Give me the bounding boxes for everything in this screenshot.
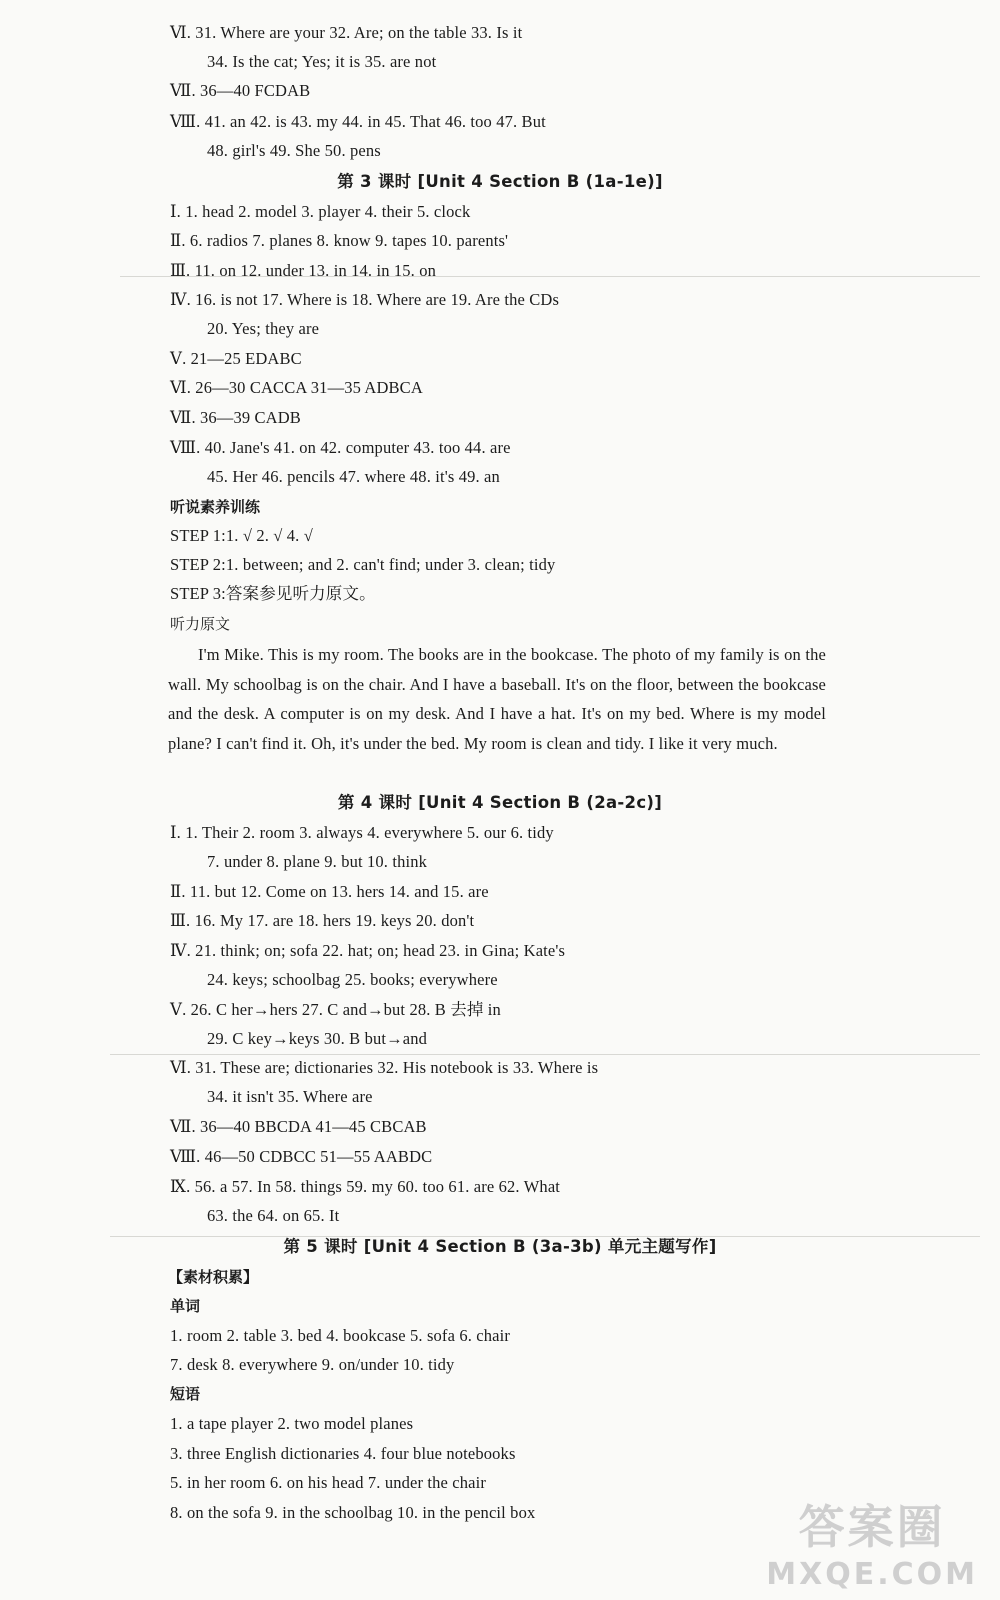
- answer-line: Ⅷ. 46—50 CDBCC 51—55 AABDC: [170, 1147, 433, 1166]
- phrase-line: 5. in her room 6. on his head 7. under the chair: [170, 1473, 487, 1492]
- answer-line: Ⅴ. 26. C her→hers 27. C and→but 28. B 去掉 in: [170, 1000, 501, 1019]
- answer-line: 34. it isn't 35. Where are: [207, 1087, 373, 1106]
- watermark-en: MXQE.COM: [766, 1557, 978, 1592]
- phrases-title: 短语: [170, 1385, 201, 1403]
- watermark-cn: 答案圈: [798, 1500, 946, 1554]
- step-line: STEP 2:1. between; and 2. can't find; under 3. clean; tidy: [170, 555, 556, 574]
- phrase-line: 1. a tape player 2. two model planes: [170, 1414, 414, 1433]
- phrase-line: 8. on the sofa 9. in the schoolbag 10. in the pencil box: [170, 1503, 536, 1522]
- answer-line: Ⅰ. 1. Their 2. room 3. always 4. everywhere 5. our 6. tidy: [170, 823, 554, 842]
- lesson3-heading: 第 3 课时 [Unit 4 Section B (1a-1e)]: [337, 172, 663, 191]
- answer-line: Ⅲ. 16. My 17. are 18. hers 19. keys 20. don't: [170, 911, 475, 930]
- answer-line: Ⅴ. 21—25 EDABC: [170, 349, 302, 368]
- answer-line: Ⅲ. 11. on 12. under 13. in 14. in 15. on: [170, 261, 437, 280]
- answer-line: 29. C key→keys 30. B but→and: [207, 1029, 428, 1048]
- lesson5-heading: 第 5 课时 [Unit 4 Section B (3a-3b) 单元主题写作]: [283, 1237, 717, 1256]
- answer-line: Ⅷ. 40. Jane's 41. on 42. computer 43. too 44. are: [170, 438, 511, 457]
- answer-line: Ⅰ. 1. head 2. model 3. player 4. their 5. clock: [170, 202, 471, 221]
- step-line: STEP 3:答案参见听力原文。: [170, 584, 376, 603]
- material-title: 【素材积累】: [168, 1268, 259, 1286]
- answer-line: Ⅵ. 31. Where are your 32. Are; on the table 33. Is it: [170, 23, 523, 42]
- scan-divider: [110, 1054, 980, 1055]
- answer-line: Ⅸ. 56. a 57. In 58. things 59. my 60. too 61. are 62. What: [170, 1177, 561, 1196]
- answer-line: 7. under 8. plane 9. but 10. think: [207, 852, 428, 871]
- answer-line: Ⅵ. 26—30 CACCA 31—35 ADBCA: [170, 378, 423, 397]
- answer-line: Ⅶ. 36—40 FCDAB: [170, 81, 311, 100]
- phrase-line: 3. three English dictionaries 4. four blue notebooks: [170, 1444, 516, 1463]
- answer-line: 24. keys; schoolbag 25. books; everywhere: [207, 970, 498, 989]
- answer-line: Ⅳ. 16. is not 17. Where is 18. Where are 19. Are the CDs: [170, 290, 560, 309]
- answer-line: Ⅶ. 36—39 CADB: [170, 408, 301, 427]
- answer-line: 63. the 64. on 65. It: [207, 1206, 340, 1225]
- listening-script: I'm Mike. This is my room. The books are in the bookcase. The photo of my family is on the wall. My schoolbag is on the chair. And I have a baseball. It's on the floor, between the bookcase and the desk. A computer is on my desk. And I have a hat. It's on my bed. Where is my model plane? I can't find it. Oh, it's under the bed. My room is clean and tidy. I like it very much.: [168, 645, 826, 753]
- answer-line: Ⅷ. 41. an 42. is 43. my 44. in 45. That 46. too 47. But: [170, 112, 546, 131]
- answer-line: Ⅱ. 11. but 12. Come on 13. hers 14. and 15. are: [170, 882, 489, 901]
- word-line: 7. desk 8. everywhere 9. on/under 10. tidy: [170, 1355, 455, 1374]
- answer-line: Ⅱ. 6. radios 7. planes 8. know 9. tapes 10. parents': [170, 231, 509, 250]
- answer-line: 48. girl's 49. She 50. pens: [207, 141, 381, 160]
- answer-line: Ⅵ. 31. These are; dictionaries 32. His notebook is 33. Where is: [170, 1058, 599, 1077]
- step-line: STEP 1:1. √ 2. √ 4. √: [170, 526, 313, 545]
- answer-line: Ⅳ. 21. think; on; sofa 22. hat; on; head 23. in Gina; Kate's: [170, 941, 566, 960]
- site-watermark: [766, 1491, 978, 1592]
- word-line: 1. room 2. table 3. bed 4. bookcase 5. sofa 6. chair: [170, 1326, 510, 1345]
- listening-title: 听说素养训练: [170, 498, 261, 516]
- lesson4-heading: 第 4 课时 [Unit 4 Section B (2a-2c)]: [337, 793, 663, 812]
- script-title: 听力原文: [170, 615, 231, 633]
- words-title: 单词: [170, 1297, 201, 1315]
- answer-line: 34. Is the cat; Yes; it is 35. are not: [207, 52, 437, 71]
- answer-line: 20. Yes; they are: [207, 319, 320, 338]
- answer-line: Ⅶ. 36—40 BBCDA 41—45 CBCAB: [170, 1117, 427, 1136]
- answer-line: 45. Her 46. pencils 47. where 48. it's 49. an: [207, 467, 500, 486]
